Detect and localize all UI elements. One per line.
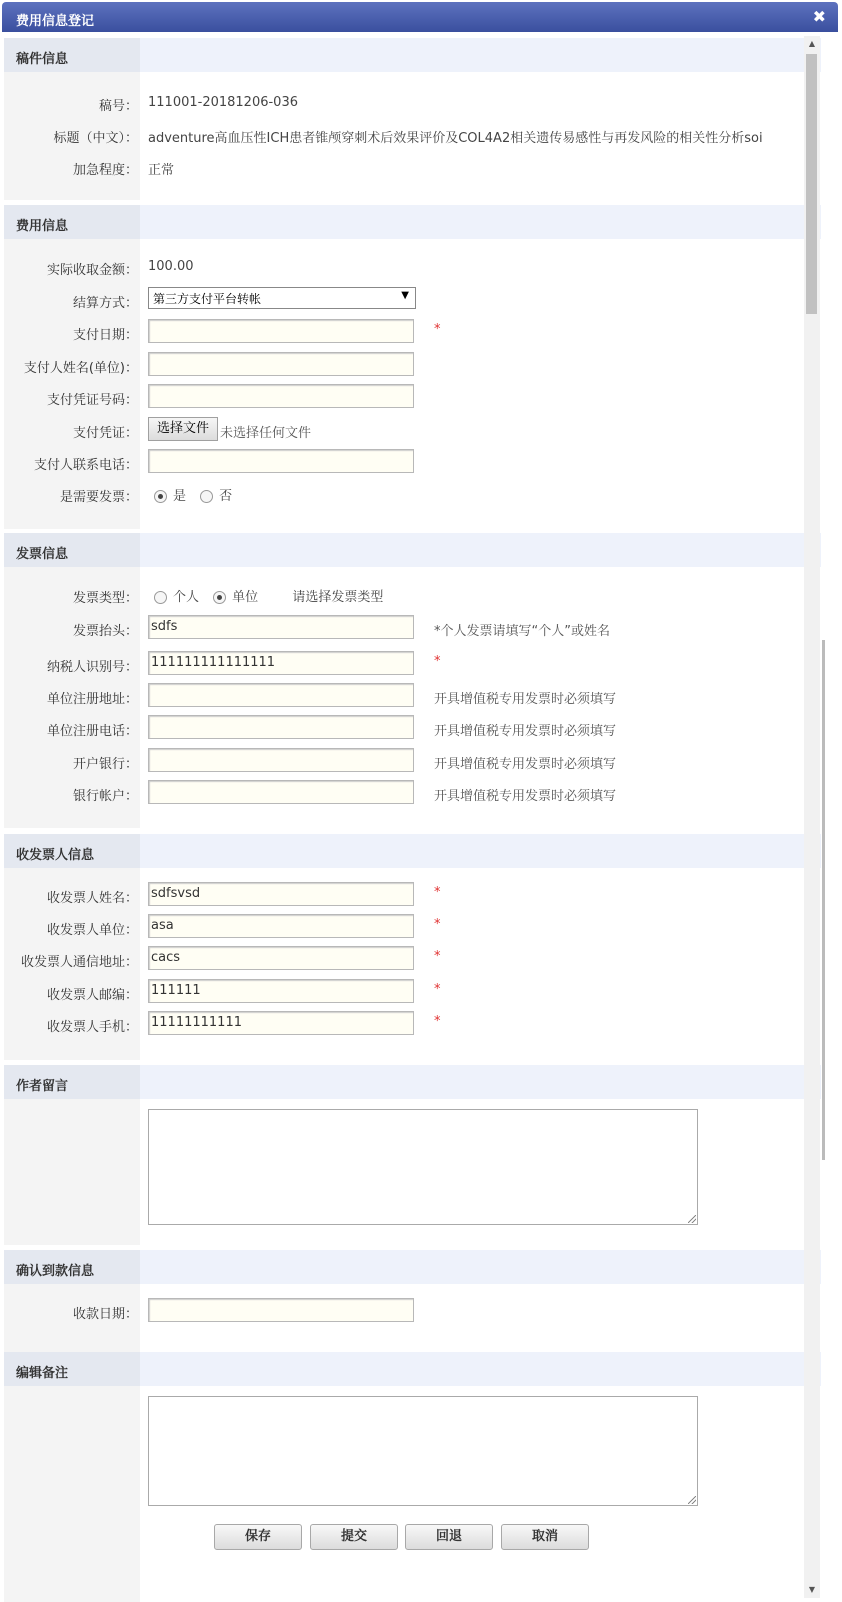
dialog-titlebar bbox=[2, 2, 838, 32]
field-recipient-name: 收发票人姓名： sdfsvsd * bbox=[4, 882, 821, 908]
payer-phone-input[interactable] bbox=[148, 449, 414, 473]
field-bank: 开户银行： 开具增值税专用发票时必须填写 bbox=[4, 748, 821, 774]
required-mark: * bbox=[434, 654, 441, 669]
bank-input[interactable] bbox=[148, 748, 414, 772]
recipient-unit-input[interactable]: asa bbox=[148, 914, 414, 938]
field-urgency: 加急程度： 正常 bbox=[4, 154, 821, 180]
field-recipient-mobile: 收发票人手机： 11111111111 * bbox=[4, 1011, 821, 1037]
manuscript-no-value: 111001-20181206-036 bbox=[148, 95, 298, 110]
section-header: 编辑备注 bbox=[16, 1366, 69, 1381]
choose-file-button[interactable]: 选择文件 bbox=[148, 417, 218, 441]
voucher-no-input[interactable] bbox=[148, 384, 414, 408]
invoice-type-personal-radio[interactable] bbox=[154, 591, 167, 604]
save-button[interactable]: 保存 bbox=[214, 1524, 302, 1550]
dialog-title: 费用信息登记 bbox=[16, 14, 95, 29]
field-reg-address: 单位注册地址： 开具增值税专用发票时必须填写 bbox=[4, 683, 821, 709]
cancel-button[interactable]: 取消 bbox=[501, 1524, 589, 1550]
required-mark: * bbox=[434, 322, 441, 337]
payer-name-input[interactable] bbox=[148, 352, 414, 376]
field-voucher-file: 支付凭证： 选择文件 未选择任何文件 bbox=[4, 417, 821, 443]
tax-id-input[interactable]: 111111111111111 bbox=[148, 651, 414, 675]
field-voucher-no: 支付凭证号码： bbox=[4, 384, 821, 410]
reg-address-input[interactable] bbox=[148, 683, 414, 707]
receipt-date-input[interactable] bbox=[148, 1298, 414, 1322]
field-reg-phone: 单位注册电话： 开具增值税专用发票时必须填写 bbox=[4, 715, 821, 741]
author-message-textarea[interactable] bbox=[148, 1109, 698, 1225]
field-invoice-needed: 是需要发票： 是 否 bbox=[59, 489, 233, 505]
recipient-mobile-input[interactable]: 11111111111 bbox=[148, 1011, 414, 1035]
field-receipt-date: 收款日期： bbox=[4, 1298, 821, 1324]
resize-grip-icon[interactable] bbox=[688, 1496, 696, 1504]
invoice-type-company-radio[interactable] bbox=[213, 591, 226, 604]
section-header: 作者留言 bbox=[16, 1079, 69, 1094]
close-icon[interactable]: ✖ bbox=[812, 7, 826, 26]
field-manuscript-no: 稿号： 111001-20181206-036 bbox=[98, 95, 298, 114]
urgency-value: 正常 bbox=[148, 163, 175, 178]
field-recipient-zip: 收发票人邮编： 111111 * bbox=[4, 979, 821, 1005]
vertical-scrollbar[interactable] bbox=[804, 36, 820, 1598]
field-account: 银行帐户： 开具增值税专用发票时必须填写 bbox=[4, 780, 821, 806]
scrollbar-thumb[interactable] bbox=[806, 54, 817, 314]
field-recipient-unit: 收发票人单位： asa * bbox=[4, 914, 821, 940]
editor-note-textarea[interactable] bbox=[148, 1396, 698, 1506]
recipient-name-input[interactable]: sdfsvsd bbox=[148, 882, 414, 906]
invoice-title-hint: *个人发票请填写“个人”或姓名 bbox=[434, 624, 610, 639]
invoice-type-hint: 请选择发票类型 bbox=[292, 590, 384, 605]
section-header: 稿件信息 bbox=[16, 52, 69, 67]
invoice-title-input[interactable]: sdfs bbox=[148, 615, 414, 639]
settlement-select[interactable]: 第三方支付平台转帐 ▼ bbox=[148, 287, 416, 309]
title-cn-value: adventure高血压性ICH患者锥颅穿刺术后效果评价及COL4A2相关遗传易感性与再发风险的相关性分析soi bbox=[148, 131, 763, 146]
action-bar bbox=[4, 1524, 821, 1552]
invoice-no-radio[interactable] bbox=[200, 490, 213, 503]
account-input[interactable] bbox=[148, 780, 414, 804]
dialog-content bbox=[4, 34, 821, 1602]
resize-grip-icon[interactable] bbox=[688, 1215, 696, 1223]
section-header: 确认到款信息 bbox=[16, 1264, 95, 1279]
field-recipient-address: 收发票人通信地址： cacs * bbox=[4, 946, 821, 972]
recipient-zip-input[interactable]: 111111 bbox=[148, 979, 414, 1003]
scroll-down-arrow-icon[interactable]: ▼ bbox=[808, 1585, 816, 1594]
outer-scrollbar[interactable] bbox=[822, 640, 825, 1160]
amount-value: 100.00 bbox=[148, 259, 194, 274]
reg-phone-input[interactable] bbox=[148, 715, 414, 739]
field-amount: 实际收取金额： 100.00 bbox=[46, 259, 194, 278]
invoice-yes-radio[interactable] bbox=[154, 490, 167, 503]
file-status: 未选择任何文件 bbox=[220, 426, 312, 441]
field-title-cn: 标题（中文）： adventure高血压性ICH患者锥颅穿刺术后效果评价及COL4A2相关遗传易感性与再发风险的相关性分析soi bbox=[4, 122, 821, 148]
pay-date-input[interactable] bbox=[148, 319, 414, 343]
back-button[interactable]: 回退 bbox=[405, 1524, 493, 1550]
field-payer-name: 支付人姓名(单位)： bbox=[4, 352, 821, 378]
field-invoice-title: 发票抬头： sdfs *个人发票请填写“个人”或姓名 bbox=[4, 615, 821, 641]
field-pay-date: 支付日期： * bbox=[4, 319, 821, 345]
field-tax-id: 纳税人识别号： 111111111111111 * bbox=[4, 651, 821, 677]
recipient-address-input[interactable]: cacs bbox=[148, 946, 414, 970]
section-header: 费用信息 bbox=[16, 219, 69, 234]
field-invoice-type: 发票类型： 个人 单位 请选择发票类型 bbox=[72, 590, 384, 606]
scroll-up-arrow-icon[interactable]: ▲ bbox=[808, 39, 816, 48]
field-payer-phone: 支付人联系电话： bbox=[4, 449, 821, 475]
chevron-down-icon: ▼ bbox=[401, 290, 409, 301]
section-header: 收发票人信息 bbox=[16, 848, 95, 863]
section-header: 发票信息 bbox=[16, 547, 69, 562]
submit-button[interactable]: 提交 bbox=[310, 1524, 398, 1550]
field-settlement: 结算方式： 第三方支付平台转帐 ▼ bbox=[4, 287, 821, 313]
